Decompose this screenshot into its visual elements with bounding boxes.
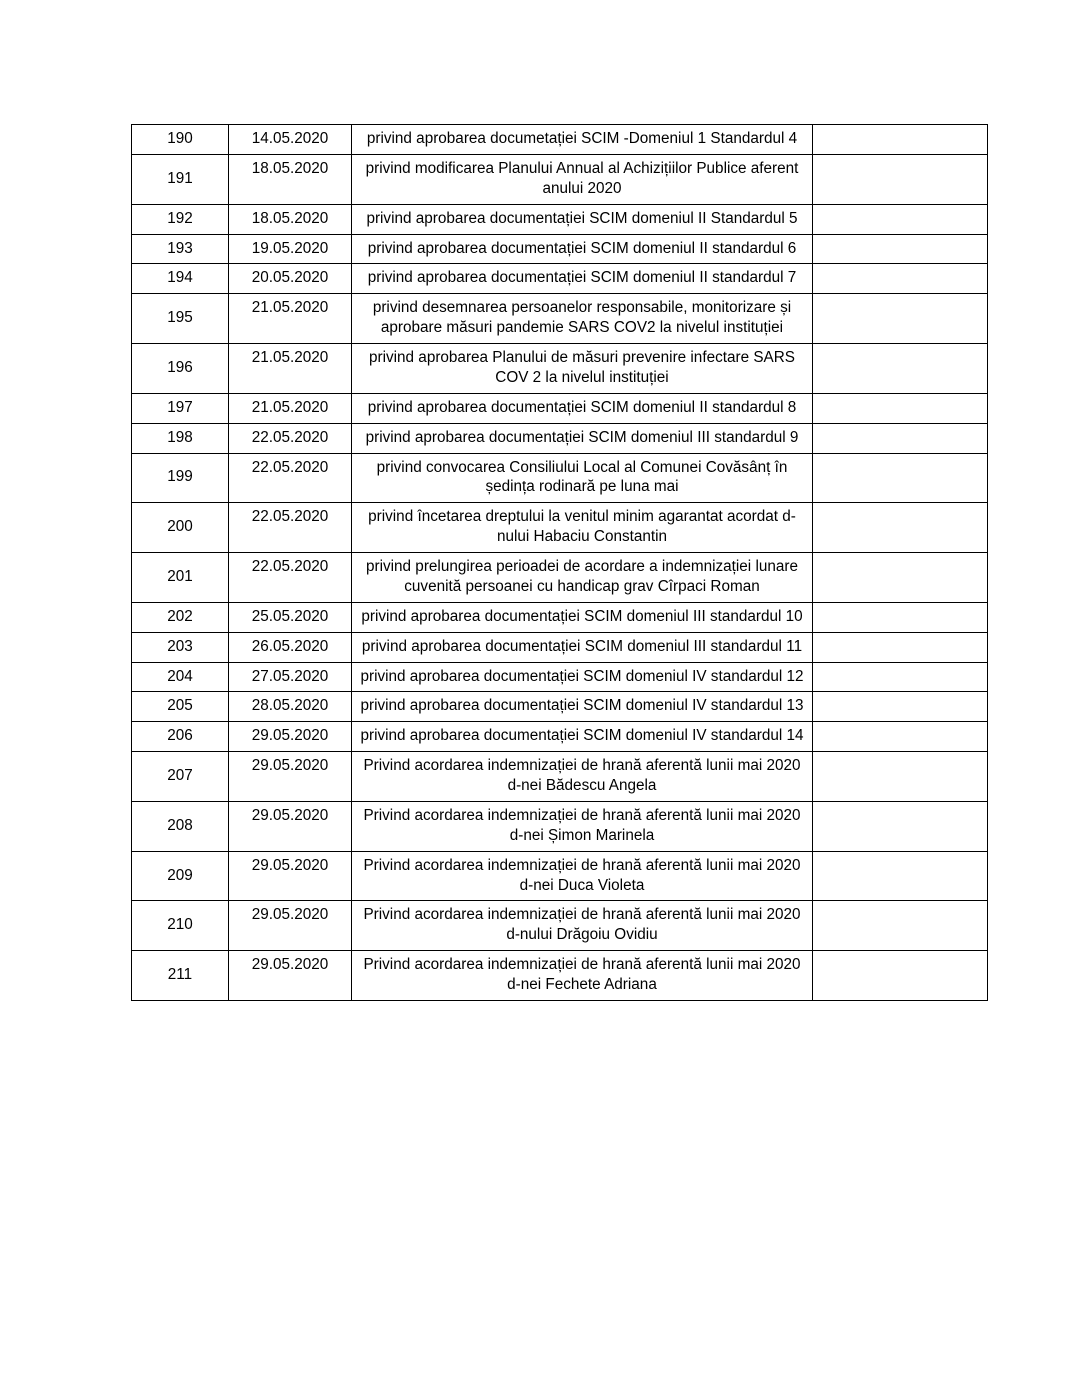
cell-content: privind aprobarea documentației SCIM domeniul III standardul 9 bbox=[352, 423, 813, 453]
cell-date: 29.05.2020 bbox=[229, 801, 352, 851]
table-row bbox=[132, 801, 988, 851]
cell-number: 210 bbox=[132, 901, 229, 951]
cell-observations bbox=[813, 632, 988, 662]
cell-observations bbox=[813, 453, 988, 503]
table-row bbox=[132, 553, 988, 603]
table-row bbox=[132, 204, 988, 234]
cell-date: 21.05.2020 bbox=[229, 393, 352, 423]
table-row bbox=[132, 264, 988, 294]
cell-content: privind modificarea Planului Annual al Achizițiilor Publice aferent anului 2020 bbox=[352, 154, 813, 204]
cell-content: privind aprobarea documentației SCIM domeniul III standardul 11 bbox=[352, 632, 813, 662]
cell-content: Privind acordarea indemnizației de hrană aferentă lunii mai 2020 d-nului Drăgoiu Ovidiu bbox=[352, 901, 813, 951]
cell-number: 211 bbox=[132, 951, 229, 1001]
cell-date: 29.05.2020 bbox=[229, 752, 352, 802]
table-row bbox=[132, 503, 988, 553]
cell-content: privind aprobarea documentației SCIM domeniul II standardul 8 bbox=[352, 393, 813, 423]
cell-observations bbox=[813, 722, 988, 752]
cell-content: privind aprobarea documentației SCIM domeniul II standardul 7 bbox=[352, 264, 813, 294]
cell-number: 202 bbox=[132, 602, 229, 632]
cell-content: Privind acordarea indemnizației de hrană aferentă lunii mai 2020 d-nei Bădescu Angela bbox=[352, 752, 813, 802]
cell-content: privind aprobarea documentației SCIM domeniul II standardul 6 bbox=[352, 234, 813, 264]
table-row bbox=[132, 662, 988, 692]
table-body bbox=[132, 125, 988, 1001]
cell-observations bbox=[813, 801, 988, 851]
cell-date: 29.05.2020 bbox=[229, 851, 352, 901]
cell-date: 20.05.2020 bbox=[229, 264, 352, 294]
cell-number: 207 bbox=[132, 752, 229, 802]
cell-number: 198 bbox=[132, 423, 229, 453]
cell-date: 21.05.2020 bbox=[229, 294, 352, 344]
cell-date: 21.05.2020 bbox=[229, 344, 352, 394]
cell-date: 22.05.2020 bbox=[229, 503, 352, 553]
cell-content: privind aprobarea documentației SCIM domeniul IV standardul 14 bbox=[352, 722, 813, 752]
cell-content: privind aprobarea documentației SCIM domeniul IV standardul 12 bbox=[352, 662, 813, 692]
table-row bbox=[132, 423, 988, 453]
cell-number: 203 bbox=[132, 632, 229, 662]
cell-observations bbox=[813, 294, 988, 344]
cell-number: 191 bbox=[132, 154, 229, 204]
cell-date: 19.05.2020 bbox=[229, 234, 352, 264]
table-row bbox=[132, 393, 988, 423]
cell-date: 25.05.2020 bbox=[229, 602, 352, 632]
dispositions-table bbox=[131, 124, 988, 1001]
cell-date: 26.05.2020 bbox=[229, 632, 352, 662]
cell-content: privind prelungirea perioadei de acordare a indemnizației lunare cuvenită persoanei cu handicap grav Cîrpaci Roman bbox=[352, 553, 813, 603]
table-row bbox=[132, 602, 988, 632]
table-row bbox=[132, 901, 988, 951]
table-row bbox=[132, 125, 988, 155]
cell-date: 22.05.2020 bbox=[229, 423, 352, 453]
cell-observations bbox=[813, 503, 988, 553]
cell-content: privind convocarea Consiliului Local al Comunei Covăsânț în ședința rodinară pe luna mai bbox=[352, 453, 813, 503]
table-row bbox=[132, 453, 988, 503]
table-row bbox=[132, 294, 988, 344]
cell-observations bbox=[813, 234, 988, 264]
cell-content: Privind acordarea indemnizației de hrană aferentă lunii mai 2020 d-nei Fechete Adriana bbox=[352, 951, 813, 1001]
cell-date: 18.05.2020 bbox=[229, 154, 352, 204]
cell-content: privind încetarea dreptului la venitul minim agarantat acordat d-nului Habaciu Constantin bbox=[352, 503, 813, 553]
cell-observations bbox=[813, 602, 988, 632]
cell-date: 28.05.2020 bbox=[229, 692, 352, 722]
cell-observations bbox=[813, 423, 988, 453]
cell-number: 195 bbox=[132, 294, 229, 344]
cell-content: privind desemnarea persoanelor responsabile, monitorizare și aprobare măsuri pandemie SARS COV2 la nivelul instituției bbox=[352, 294, 813, 344]
cell-date: 22.05.2020 bbox=[229, 453, 352, 503]
table-row bbox=[132, 154, 988, 204]
cell-content: privind aprobarea Planului de măsuri prevenire infectare SARS COV 2 la nivelul instituției bbox=[352, 344, 813, 394]
cell-observations bbox=[813, 553, 988, 603]
cell-date: 29.05.2020 bbox=[229, 951, 352, 1001]
cell-content: Privind acordarea indemnizației de hrană aferentă lunii mai 2020 d-nei Șimon Marinela bbox=[352, 801, 813, 851]
table-row bbox=[132, 951, 988, 1001]
table-row bbox=[132, 752, 988, 802]
cell-number: 200 bbox=[132, 503, 229, 553]
cell-number: 209 bbox=[132, 851, 229, 901]
cell-observations bbox=[813, 204, 988, 234]
cell-number: 196 bbox=[132, 344, 229, 394]
cell-observations bbox=[813, 662, 988, 692]
cell-observations bbox=[813, 344, 988, 394]
cell-date: 29.05.2020 bbox=[229, 901, 352, 951]
cell-number: 208 bbox=[132, 801, 229, 851]
cell-content: privind aprobarea documentației SCIM domeniul II Standardul 5 bbox=[352, 204, 813, 234]
cell-observations bbox=[813, 851, 988, 901]
cell-number: 204 bbox=[132, 662, 229, 692]
cell-date: 29.05.2020 bbox=[229, 722, 352, 752]
table-row bbox=[132, 692, 988, 722]
cell-date: 22.05.2020 bbox=[229, 553, 352, 603]
table-row bbox=[132, 234, 988, 264]
cell-date: 27.05.2020 bbox=[229, 662, 352, 692]
cell-content: privind aprobarea documetației SCIM -Domeniul 1 Standardul 4 bbox=[352, 125, 813, 155]
cell-observations bbox=[813, 692, 988, 722]
cell-observations bbox=[813, 154, 988, 204]
table-row bbox=[132, 722, 988, 752]
cell-observations bbox=[813, 752, 988, 802]
cell-observations bbox=[813, 901, 988, 951]
cell-number: 194 bbox=[132, 264, 229, 294]
table-row bbox=[132, 632, 988, 662]
cell-number: 197 bbox=[132, 393, 229, 423]
cell-number: 192 bbox=[132, 204, 229, 234]
table-row bbox=[132, 851, 988, 901]
cell-number: 190 bbox=[132, 125, 229, 155]
cell-date: 14.05.2020 bbox=[229, 125, 352, 155]
cell-content: privind aprobarea documentației SCIM domeniul IV standardul 13 bbox=[352, 692, 813, 722]
cell-observations bbox=[813, 393, 988, 423]
cell-observations bbox=[813, 264, 988, 294]
cell-number: 206 bbox=[132, 722, 229, 752]
cell-observations bbox=[813, 125, 988, 155]
cell-content: Privind acordarea indemnizației de hrană aferentă lunii mai 2020 d-nei Duca Violeta bbox=[352, 851, 813, 901]
cell-observations bbox=[813, 951, 988, 1001]
cell-content: privind aprobarea documentației SCIM domeniul III standardul 10 bbox=[352, 602, 813, 632]
cell-date: 18.05.2020 bbox=[229, 204, 352, 234]
table-row bbox=[132, 344, 988, 394]
cell-number: 193 bbox=[132, 234, 229, 264]
cell-number: 205 bbox=[132, 692, 229, 722]
cell-number: 199 bbox=[132, 453, 229, 503]
cell-number: 201 bbox=[132, 553, 229, 603]
